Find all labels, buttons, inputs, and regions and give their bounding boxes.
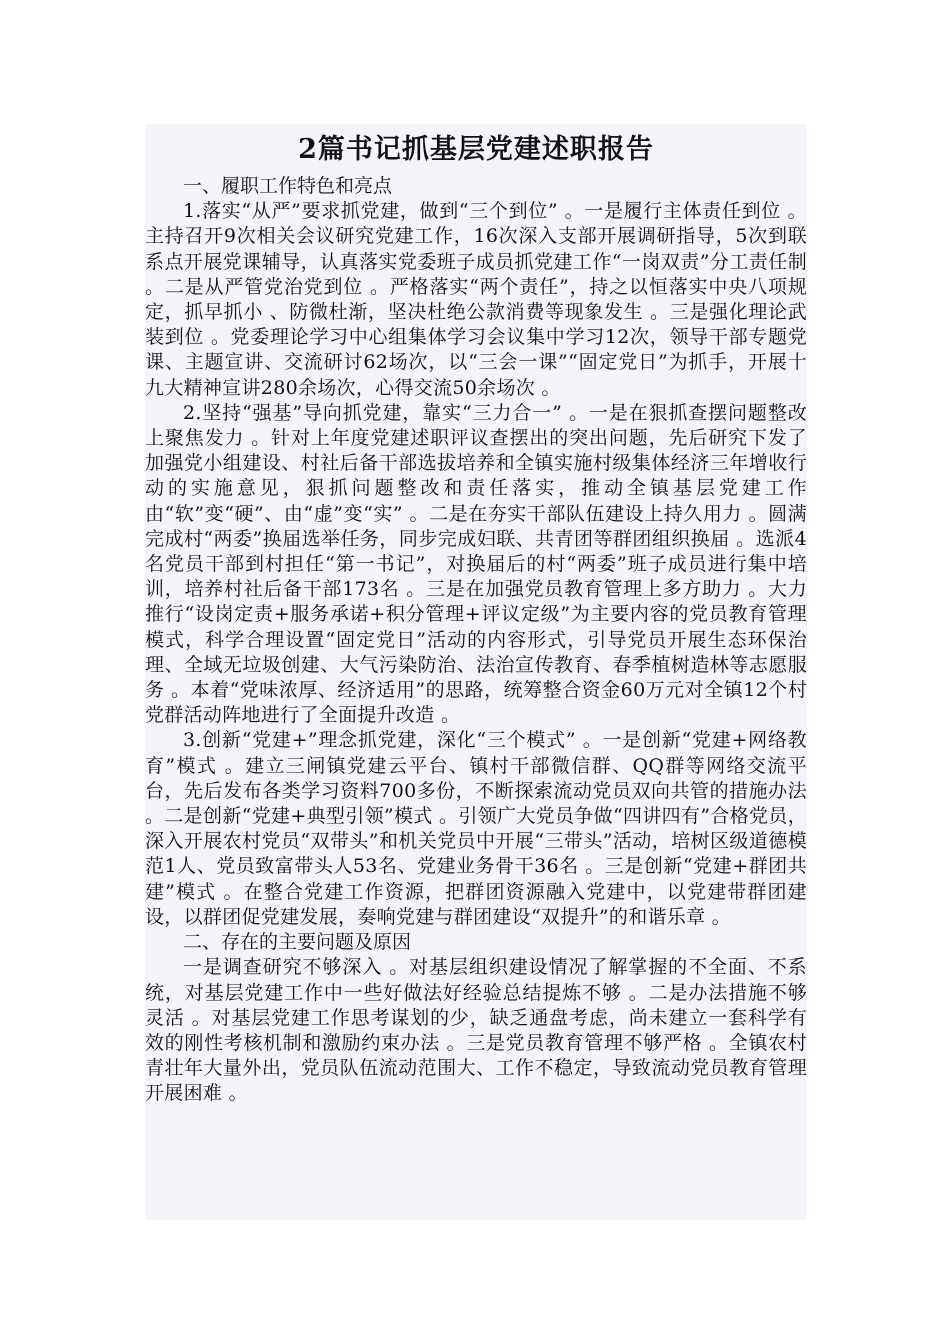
paragraph-1-1: 1.落实“从严”要求抓党建，做到“三个到位” 。一是履行主体责任到位 。主持召开9次相关会议研究党建工作，16次深入支部开展调研指导，5次到联系点开展党课辅导，认真落实党委班子成员抓党建工作“一岗双责”分工责任制 。二是从严管党治党到位 。严格落实“两个责任”，持之以恒落实中央八项规定，抓早抓小 、防微杜渐，坚决杜绝公款消费等现象发生 。三是强化理论武装到位 。党委理论学习中心组集体学习会议集中学习12次，领导干部专题党课、主题宣讲、交流研讨62场次，以“三会一课”“固定党日”为抓手，开展十九大精神宣讲280余场次，心得交流50余场次 。 [145, 200, 807, 399]
section-heading-1: 一、履职工作特色和亮点 [183, 175, 393, 197]
section-heading-2: 二、存在的主要问题及原因 [183, 931, 412, 954]
paragraph-1-2: 2.坚持“强基”导向抓党建，靠实“三力合一” 。一是在狠抓查摆问题整改上聚焦发力 。针对上年度党建述职评议查摆出的突出问题，先后研究下发了加强党小组建设、村社后备干部选拔培养和全镇实施村级集体经济三年增收行动的实施意见，狠抓问题整改和责任落实，推动全镇基层党建工作由“软”变“硬”、由“虚”变“实” 。二是在夯实干部队伍建设上持久用力 。圆满完成村“两委”换届选举任务，同步完成妇联、共青团等群团组织换届 。选派4名党员干部到村担任“第一书记”，对换届后的村“两委”班子成员进行集中培训，培养村社后备干部173名 。三是在加强党员教育管理上多方助力 。大力推行“设岗定责+服务承诺+积分管理+评议定级”为主要内容的党员教育管理模式，科学合理设置“固定党日”活动的内容形式，引导党员开展生态环保治理、全域无垃圾创建、大气污染防治、法治宣传教育、春季植树造林等志愿服务 。本着“党味浓厚、经济适用”的思路，统筹整合资金60万元对全镇12个村党群活动阵地进行了全面提升改造 。 [145, 401, 807, 727]
paragraph-1-3: 3.创新“党建+”理念抓党建，深化“三个模式” 。一是创新“党建+网络教育”模式 。建立三闸镇党建云平台、镇村干部微信群、QQ群等网络交流平台，先后发布各类学习资料700多份，不断探索流动党员双向共管的措施办法 。二是创新“党建+典型引领”模式 。引领广大党员争做“四讲四有”合格党员，深入开展农村党员“双带头”和机关党员中开展“三带头”活动，培树区级道德模范1人、党员致富带头人53名、党建业务骨干36名 。三是创新“党建+群团共建”模式 。在整合党建工作资源，把群团资源融入党建中，以党建带群团建设，以群团促党建发展，奏响党建与群团建设“双提升”的和谐乐章 。 [145, 729, 807, 928]
document-page [145, 124, 807, 1220]
paragraph-2-1: 一是调查研究不够深入 。对基层组织建设情况了解掌握的不全面、不系统，对基层党建工作中一些好做法好经验总结提炼不够 。二是办法措施不够灵活 。对基层党建工作思考谋划的少，缺乏通盘考虑，尚未建立一套科学有效的刚性考核机制和激励约束办法 。三是党员教育管理不够严格 。全镇农村青壮年大量外出，党员队伍流动范围大、工作不稳定，导致流动党员教育管理开展困难 。 [145, 956, 807, 1105]
document-title: 2篇书记抓基层党建述职报告 [298, 134, 654, 165]
